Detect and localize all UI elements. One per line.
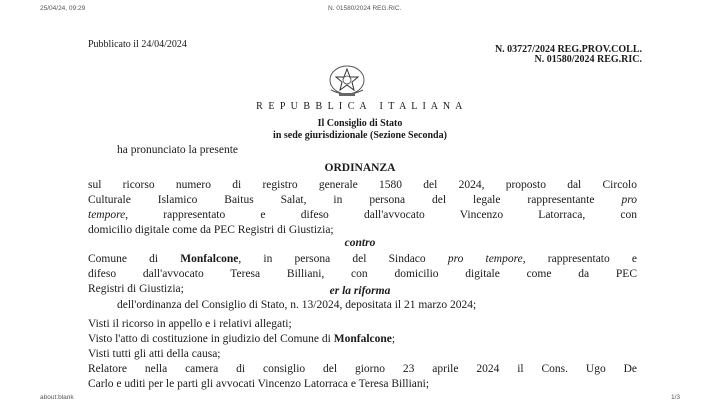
appeal-line-1: sul ricorso numero di registro generale 1580 del 2024, proposto dal Circolo (88, 179, 637, 191)
considered-line-1: Visti il ricorso in appello e i relativi allegati; (88, 318, 292, 330)
italian-republic-emblem-icon (325, 62, 369, 98)
appeal-line-4: domicilio digitale come da PEC Registri di Giustizia; (88, 224, 334, 236)
reform-text: dell'ordinanza del Consiglio di Stato, n. 13/2024, depositata il 21 marzo 2024; (117, 299, 477, 311)
published-date: Pubblicato il 24/04/2024 (88, 39, 187, 50)
considered-line-4: Relatore nella camera di consiglio del giorno 23 aprile 2024 il Cons. Ugo De (88, 363, 637, 375)
considered-line-3: Visti tutti gli atti della causa; (88, 348, 221, 360)
print-page-number: 1/3 (670, 394, 680, 401)
against-label: contro (344, 237, 376, 249)
pronounced-text: ha pronunciato la presente (117, 144, 239, 156)
case-number-prov-coll: N. 03727/2024 REG.PROV.COLL. (494, 44, 642, 55)
republic-heading: R E P U B B L I C A I T A L I A N A (256, 101, 464, 112)
considered-line-2: Visto l'atto di costituzione in giudizio del Comune di Monfalcone; (88, 333, 396, 345)
appeal-line-2: Culturale Islamico Baitus Salat, in persona del legale rappresentante pro (88, 194, 637, 206)
reform-label: er la riforma (329, 285, 391, 297)
print-datetime: 25/04/24, 09:29 (40, 5, 86, 12)
considered-line-5: Carlo e uditi per le parti gli avvocati Vincenzo Latorraca e Teresa Billiani; (88, 378, 430, 390)
court-name: Il Consiglio di Stato (317, 118, 403, 129)
court-section: in sede giurisdizionale (Sezione Seconda) (273, 130, 447, 141)
appeal-line-3: tempore, rappresentato e difeso dall'avvocato Vincenzo Latorraca, con (88, 209, 637, 221)
print-source: about:blank (40, 394, 74, 401)
print-doc-ref: N. 01580/2024 REG.RIC. (328, 5, 402, 12)
document-type: ORDINANZA (324, 162, 396, 174)
respondent-line-2: difeso dall'avvocato Teresa Billiani, con domicilio digitale come da PEC (88, 268, 637, 280)
case-number-reg-ric: N. 01580/2024 REG.RIC. (534, 54, 642, 65)
respondent-line-1: Comune di Monfalcone, in persona del Sindaco pro tempore, rappresentato e (88, 253, 638, 265)
respondent-line-3: Registri di Giustizia; (88, 283, 184, 295)
